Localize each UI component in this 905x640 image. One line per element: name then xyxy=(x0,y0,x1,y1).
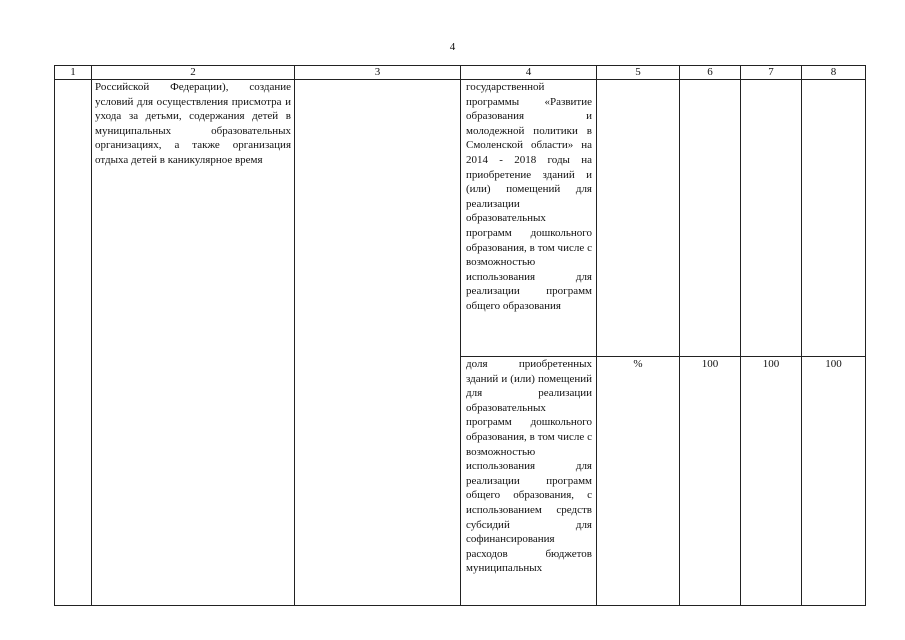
unit-cell: % xyxy=(597,357,680,606)
header-row xyxy=(55,66,866,80)
header-col-1: 1 xyxy=(55,66,92,80)
table-row xyxy=(55,80,866,357)
header-col-2: 2 xyxy=(92,66,295,80)
col4-cell-indicator-text: доля приобретенных зданий и (или) помещений для реализации образовательных программ дошкольного образования, в том числе с возможностью использования для реализации программ общего образования, с использованием средств субсидий для софинансирования расходов бюджетов муниципальных xyxy=(461,357,597,606)
value-cell-col7: 100 xyxy=(741,357,802,606)
col4-cell-program-text: государственной программы «Развитие образования и молодежной политики в Смоленской области» на 2014 - 2018 годы на приобретение зданий и (или) помещений для реализации образовательных программ дошкольного образования, в том числе с возможностью использования для реализации программ общего образования xyxy=(461,80,597,357)
col1-cell xyxy=(55,80,92,606)
header-col-3: 3 xyxy=(295,66,461,80)
header-col-4: 4 xyxy=(461,66,597,80)
header-col-5: 5 xyxy=(597,66,680,80)
col3-cell xyxy=(295,80,461,606)
col6-cell xyxy=(680,80,741,357)
page-number: 4 xyxy=(449,41,456,53)
col5-cell xyxy=(597,80,680,357)
col8-cell xyxy=(802,80,866,357)
col2-cell: Российской Федерации), создание условий для осуществления присмотра и ухода за детьми, содержания детей в муниципальных образовательных организациях, а также организация отдыха детей в каникулярное время xyxy=(92,80,295,606)
header-col-6: 6 xyxy=(680,66,741,80)
indicators-table xyxy=(54,65,866,606)
header-col-8: 8 xyxy=(802,66,866,80)
value-cell-col6: 100 xyxy=(680,357,741,606)
col7-cell xyxy=(741,80,802,357)
value-cell-col8: 100 xyxy=(802,357,866,606)
header-col-7: 7 xyxy=(741,66,802,80)
